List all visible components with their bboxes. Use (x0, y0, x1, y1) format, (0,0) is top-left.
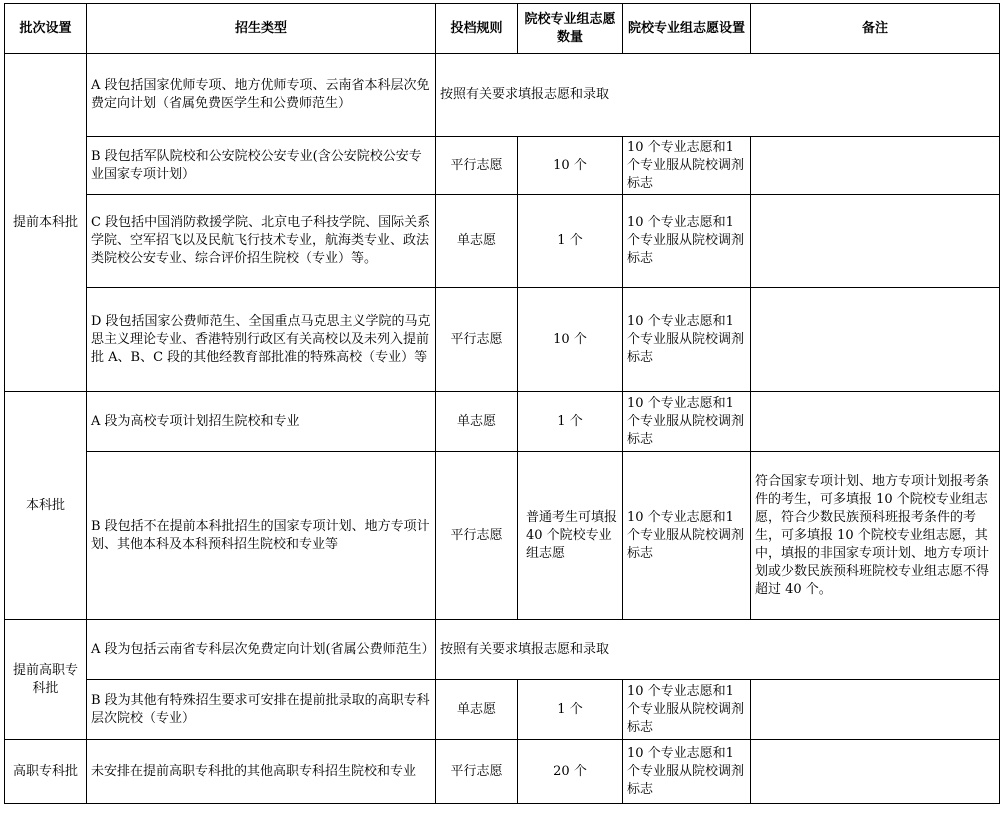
setting-cell: 10 个专业志愿和1 个专业服从院校调剂标志 (623, 680, 751, 740)
rule-cell: 平行志愿 (436, 137, 518, 195)
merged-rule-cell: 按照有关要求填报志愿和录取 (436, 54, 1000, 137)
setting-cell: 10 个专业志愿和1 个专业服从院校调剂标志 (623, 288, 751, 392)
type-cell: A 段为包括云南省专科层次免费定向计划(省属公费师范生） (87, 620, 436, 680)
note-cell (751, 288, 1000, 392)
type-cell: D 段包括国家公费师范生、全国重点马克思主义学院的马克思主义理论专业、香港特别行政区有关高校以及未列入提前批 A、B、C 段的其他经教育部批准的特殊高校（专业）等 (87, 288, 436, 392)
setting-cell: 10 个专业志愿和1 个专业服从院校调剂标志 (623, 392, 751, 452)
table-row (5, 288, 1000, 392)
header-type: 招生类型 (87, 4, 436, 54)
type-cell: B 段为其他有特殊招生要求可安排在提前批录取的高职专科层次院校（专业） (87, 680, 436, 740)
batch-cell: 本科批 (5, 392, 87, 620)
table-row (5, 740, 1000, 804)
count-cell: 20 个 (518, 740, 623, 804)
rule-cell: 单志愿 (436, 195, 518, 288)
type-cell: A 段包括国家优师专项、地方优师专项、云南省本科层次免费定向计划（省属免费医学生和公费师范生） (87, 54, 436, 137)
rule-cell: 平行志愿 (436, 452, 518, 620)
merged-rule-cell: 按照有关要求填报志愿和录取 (436, 620, 1000, 680)
rule-cell: 平行志愿 (436, 288, 518, 392)
header-count: 院校专业组志愿数量 (518, 4, 623, 54)
count-cell: 10 个 (518, 137, 623, 195)
setting-cell: 10 个专业志愿和1 个专业服从院校调剂标志 (623, 195, 751, 288)
rule-cell: 单志愿 (436, 680, 518, 740)
setting-cell: 10 个专业志愿和1 个专业服从院校调剂标志 (623, 452, 751, 620)
table-row (5, 392, 1000, 452)
rule-cell: 平行志愿 (436, 740, 518, 804)
header-rule: 投档规则 (436, 4, 518, 54)
type-cell: B 段包括不在提前本科批招生的国家专项计划、地方专项计划、其他本科及本科预科招生院校和专业等 (87, 452, 436, 620)
note-cell (751, 680, 1000, 740)
header-setting: 院校专业组志愿设置 (623, 4, 751, 54)
rule-cell: 单志愿 (436, 392, 518, 452)
table-row (5, 620, 1000, 680)
count-cell: 1 个 (518, 392, 623, 452)
table-row (5, 195, 1000, 288)
note-cell: 符合国家专项计划、地方专项计划报考条件的考生，可多填报 10 个院校专业组志愿，符合少数民族预科班报考条件的考生，可多填报 10 个院校专业组志愿，其中，填报的非国家专项计划、地方专项计划或少数民族预科班院校专业组志愿不得超过 40 个。 (751, 452, 1000, 620)
batch-cell: 提前高职专科批 (5, 620, 87, 740)
header-note: 备注 (751, 4, 1000, 54)
batch-cell: 高职专科批 (5, 740, 87, 804)
note-cell (751, 740, 1000, 804)
type-cell: A 段为高校专项计划招生院校和专业 (87, 392, 436, 452)
note-cell (751, 392, 1000, 452)
table-row (5, 137, 1000, 195)
count-cell: 1 个 (518, 195, 623, 288)
type-cell: B 段包括军队院校和公安院校公安专业(含公安院校公安专业国家专项计划） (87, 137, 436, 195)
count-cell: 1 个 (518, 680, 623, 740)
note-cell (751, 195, 1000, 288)
table-row (5, 680, 1000, 740)
count-cell: 10 个 (518, 288, 623, 392)
type-cell: 未安排在提前高职专科批的其他高职专科招生院校和专业 (87, 740, 436, 804)
setting-cell: 10 个专业志愿和1 个专业服从院校调剂标志 (623, 740, 751, 804)
table-row (5, 54, 1000, 137)
count-cell: 普通考生可填报 40 个院校专业组志愿 (518, 452, 623, 620)
type-cell: C 段包括中国消防救援学院、北京电子科技学院、国际关系学院、空军招飞以及民航飞行技术专业，航海类专业、政法类院校公安专业、综合评价招生院校（专业）等。 (87, 195, 436, 288)
admission-batch-table (4, 3, 1000, 804)
header-batch: 批次设置 (5, 4, 87, 54)
header-row (5, 4, 1000, 54)
setting-cell: 10 个专业志愿和1 个专业服从院校调剂标志 (623, 137, 751, 195)
batch-cell: 提前本科批 (5, 54, 87, 392)
note-cell (751, 137, 1000, 195)
table-row (5, 452, 1000, 620)
